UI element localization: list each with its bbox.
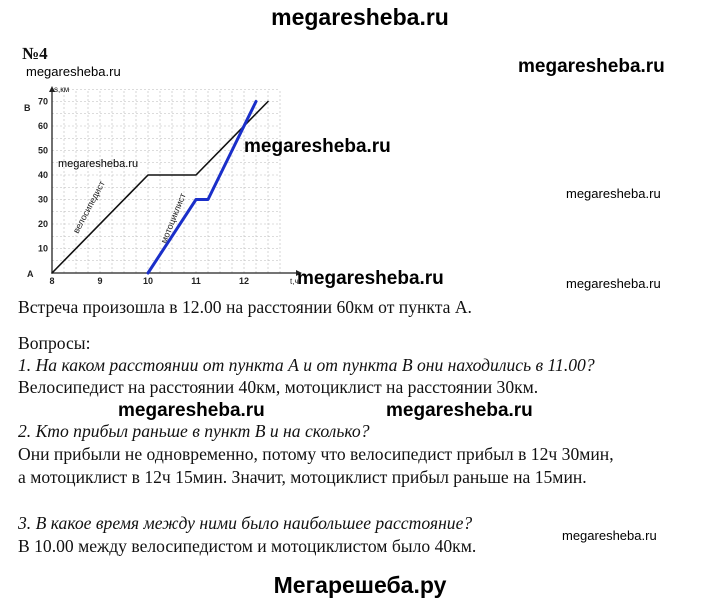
distance-time-chart <box>18 84 308 294</box>
x-tick-label: 11 <box>191 276 201 286</box>
watermark-corner: megaresheba.ru <box>26 64 121 79</box>
x-tick-label: 9 <box>97 276 103 286</box>
y-tick-label: 20 <box>37 219 48 229</box>
chart-axes <box>24 85 302 286</box>
answer-1: Велосипедист на расстоянии 40км, мотоциклист на расстоянии 30км. <box>18 377 539 397</box>
question-3: 3. В какое время между ними было наибольшее расстояние? <box>18 513 473 533</box>
question-1: 1. На каком расстоянии от пункта А и от пункта В они находились в 11.00? <box>18 355 595 375</box>
questions-heading: Вопросы: <box>18 333 91 353</box>
x-tick-label: 10 <box>142 276 154 286</box>
y-tick-label: 30 <box>37 194 48 205</box>
x-tick-label: 8 <box>49 276 55 286</box>
watermark-q3-right: megaresheba.ru <box>562 528 657 543</box>
y-tick-label: 50 <box>37 145 48 156</box>
watermark-chart-bottom: megaresheba.ru <box>297 268 444 289</box>
y-axis-label: s,км <box>54 85 70 94</box>
watermark-answer1-left: megaresheba.ru <box>118 400 265 421</box>
watermark-right-top: megaresheba.ru <box>518 56 665 77</box>
question-2: 2. Кто прибыл раньше в пункт В и на сколько? <box>18 421 370 441</box>
watermark-right-mid: megaresheba.ru <box>566 186 661 201</box>
footer-brand: Мегарешеба.ру <box>273 572 447 598</box>
watermark-chart-center: megaresheba.ru <box>244 136 391 157</box>
answer-2-line-1: Они прибыли не одновременно, потому что велосипедист прибыл в 12ч 30мин, <box>18 444 614 464</box>
y-tick-label: 60 <box>37 121 48 131</box>
x-tick-label: 12 <box>238 276 250 286</box>
point-a-label: A <box>27 269 34 279</box>
task-number: №4 <box>22 44 48 63</box>
chart-ticks <box>38 97 249 287</box>
site-watermark-title: megaresheba.ru <box>271 4 449 30</box>
point-b-label: B <box>24 103 31 113</box>
answer-2-line-2: а мотоциклист в 12ч 15мин. Значит, мотоциклист прибыл раньше на 15мин. <box>18 467 587 487</box>
y-tick-label: 10 <box>37 243 48 254</box>
meeting-sentence: Встреча произошла в 12.00 на расстоянии 60км от пункта А. <box>18 297 472 317</box>
series-label-motorcyclist: мотоциклист <box>158 191 188 245</box>
y-tick-label: 40 <box>37 170 48 180</box>
x-axis-label: t,ч <box>290 277 299 286</box>
watermark-answer1-right: megaresheba.ru <box>386 400 533 421</box>
y-tick-label: 70 <box>37 96 48 107</box>
answer-3: В 10.00 между велосипедистом и мотоциклистом было 40км. <box>18 536 477 556</box>
watermark-chart-mark: megaresheba.ru <box>58 158 139 170</box>
watermark-right-low: megaresheba.ru <box>566 276 661 291</box>
series-label-cyclist: велосипедист <box>70 179 107 235</box>
